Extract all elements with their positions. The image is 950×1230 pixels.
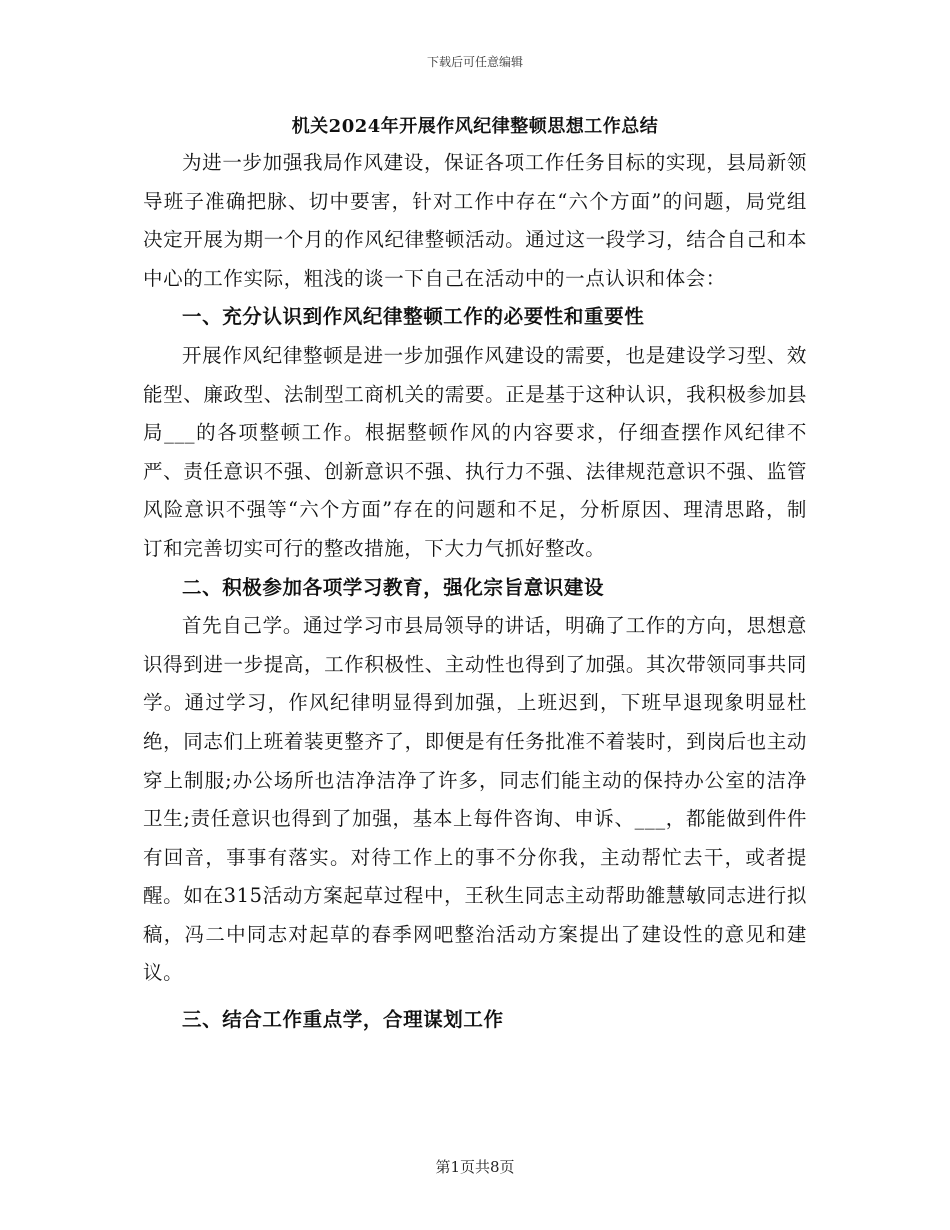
header-note: 下载后可任意编辑 <box>426 55 523 69</box>
document-title: 机关2024年开展作风纪律整顿思想工作总结 <box>291 116 659 137</box>
document-body <box>143 112 807 1040</box>
section-1-paragraph: 开展作风纪律整顿是进一步加强作风建设的需要，也是建设学习型、效能型、廉政型、法制型工商机关的需要。正是基于这种认识，我积极参加县局___的各项整顿工作。根据整顿作风的内容要求，仔细查摆作风纪律不严、责任意识不强、创新意识不强、执行力不强、法律规范意识不强、监管风险意识不强等“六个方面”存在的问题和不足，分析原因、理清思路，制订和完善切实可行的整改措施，下大力气抓好整改。 <box>143 343 807 560</box>
section-2-paragraph: 首先自己学。通过学习市县局领导的讲话，明确了工作的方向，思想意识得到进一步提高，工作积极性、主动性也得到了加强。其次带领同事共同学。通过学习，作风纪律明显得到加强，上班迟到，下班早退现象明显杜绝，同志们上班着装更整齐了，即便是有任务批准不着装时，到岗后也主动穿上制服;办公场所也洁净洁净了许多，同志们能主动的保持办公室的洁净卫生;责任意识也得到了加强，基本上每件咨询、申诉、___，都能做到件件有回音，事事有落实。对待工作上的事不分你我，主动帮忙去干，或者提醒。如在315活动方案起草过程中，王秋生同志主动帮助雒慧敏同志进行拟稿，冯二中同志对起草的春季网吧整治活动方案提出了建设性的意见和建议。 <box>143 614 807 985</box>
page-footer: 第1页共8页 <box>435 1158 515 1176</box>
section-heading-3: 三、结合工作重点学，合理谋划工作 <box>182 1008 504 1032</box>
section-heading-1: 一、充分认识到作风纪律整顿工作的必要性和重要性 <box>182 305 645 329</box>
intro-paragraph: 为进一步加强我局作风建设，保证各项工作任务目标的实现，县局新领导班子准确把脉、切中要害，针对工作中存在“六个方面”的问题，局党组决定开展为期一个月的作风纪律整顿活动。通过这一段学习，结合自己和本中心的工作实际，粗浅的谈一下自己在活动中的一点认识和体会： <box>143 151 807 290</box>
section-heading-2: 二、积极参加各项学习教育，强化宗旨意识建设 <box>182 575 605 599</box>
